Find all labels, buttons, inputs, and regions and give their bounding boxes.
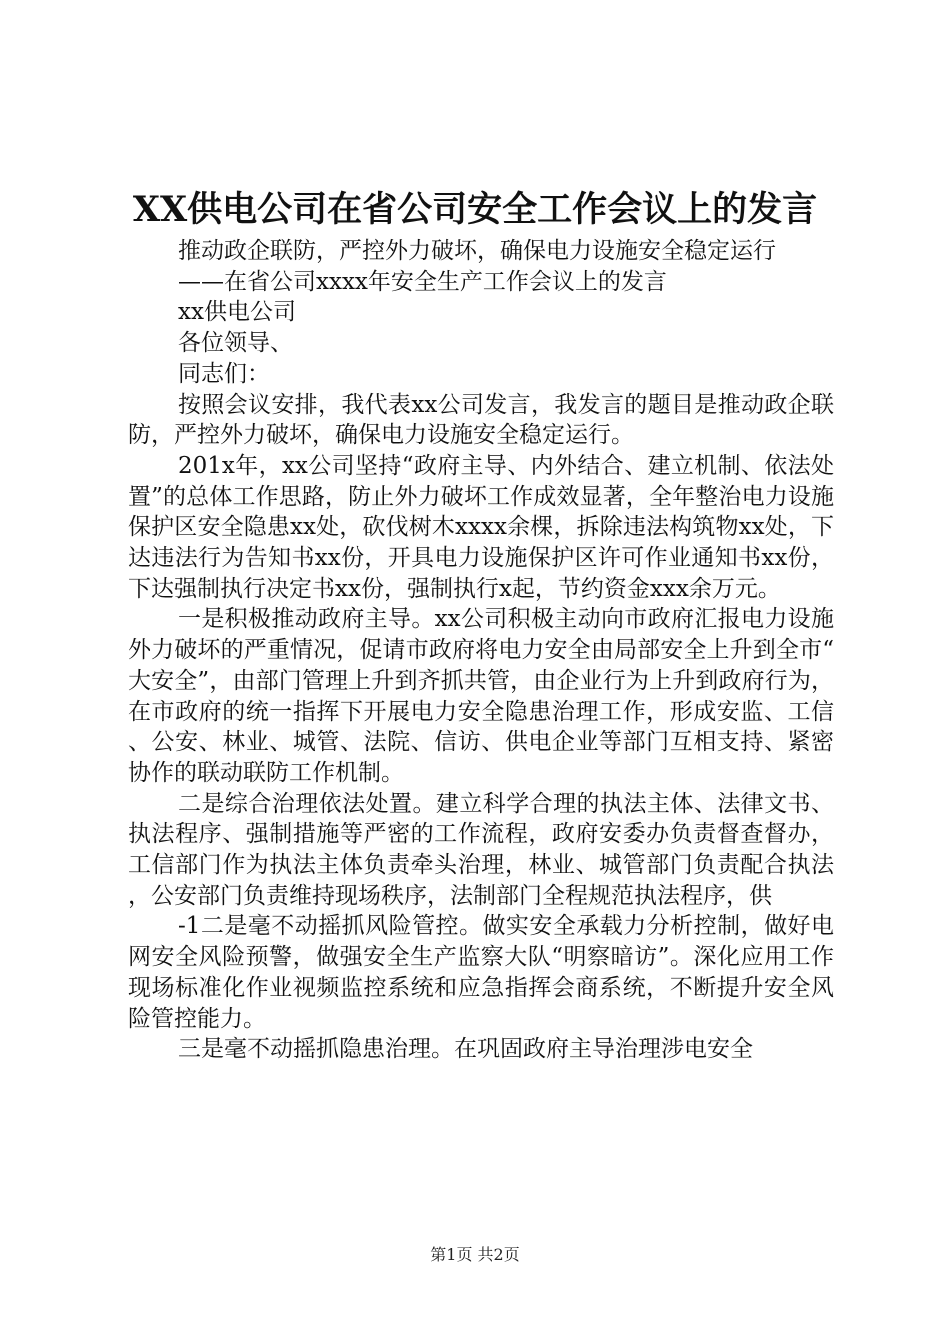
salutation-comrades: 同志们：	[178, 360, 270, 387]
document-body	[128, 236, 834, 1065]
paragraph-summary: 201x年，xx公司坚持“政府主导、内外结合、建立机制、依法处置”的总体工作思路，防止外力破坏工作成效显著，全年整治电力设施保护区安全隐患xx处，砍伐树木xxxx余棵，拆除违法构筑物xx处，下达违法行为告知书xx份，开具电力设施保护区许可作业通知书xx份，下达强制执行决定书xx份，强制执行x起，节约资金xxx余万元。	[128, 452, 834, 602]
paragraph-hazard-governance: 三是毫不动摇抓隐患治理。在巩固政府主导治理涉电安全	[178, 1036, 753, 1063]
paragraph-intro: 按照会议安排，我代表xx公司发言，我发言的题目是推动政企联防，严控外力破坏，确保电力设施安全稳定运行。	[128, 391, 834, 449]
page-footer: 第1页 共2页	[430, 1245, 520, 1264]
paragraph-point-two: 二是综合治理依法处置。建立科学合理的执法主体、法律文书、执法程序、强制措施等严密的工作流程，政府安委办负责督查督办，工信部门作为执法主体负责牵头治理，林业、城管部门负责配合执法，公安部门负责维持现场秩序，法制部门全程规范执法程序，供	[128, 790, 834, 909]
author-line: xx供电公司	[178, 299, 296, 326]
paragraph-risk-control: -1二是毫不动摇抓风险管控。做实安全承载力分析控制，做好电网安全风险预警，做强安全生产监察大队“明察暗访”。深化应用工作现场标准化作业视频监控系统和应急指挥会商系统，不断提升安全风险管控能力。	[128, 913, 834, 1032]
document-title: XX供电公司在省公司安全工作会议上的发言	[132, 189, 818, 230]
subtitle-dash-line: ——在省公司xxxx年安全生产工作会议上的发言	[178, 268, 667, 295]
paragraph-point-one: 一是积极推动政府主导。xx公司积极主动向市政府汇报电力设施外力破坏的严重情况，促请市政府将电力安全由局部安全上升到全市“大安全”，由部门管理上升到齐抓共管，由企业行为上升到政府行为，在市政府的统一指挥下开展电力安全隐患治理工作，形成安监、工信、公安、林业、城管、法院、信访、供电企业等部门互相支持、紧密协作的联动联防工作机制。	[128, 606, 834, 786]
subtitle-line: 推动政企联防，严控外力破坏，确保电力设施安全稳定运行	[178, 238, 776, 264]
salutation-leaders: 各位领导、	[178, 330, 293, 357]
